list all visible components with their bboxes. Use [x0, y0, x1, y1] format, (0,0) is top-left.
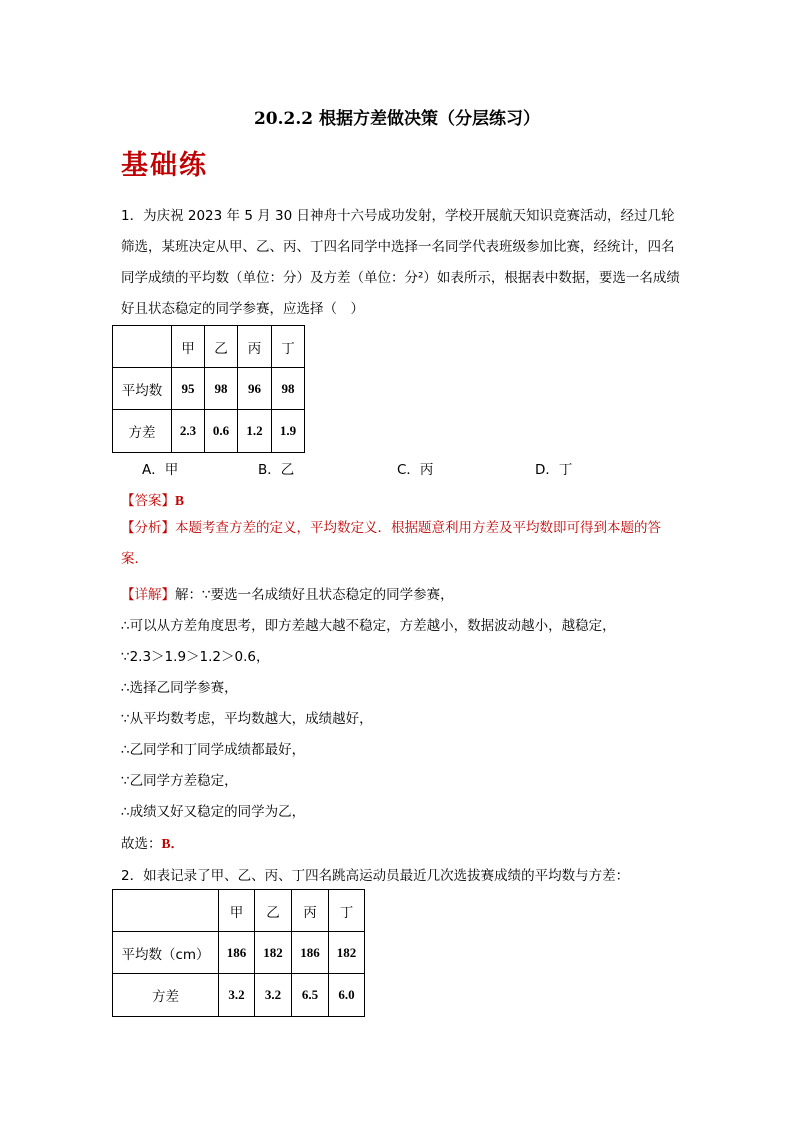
- table-header-cell: 乙: [255, 890, 292, 932]
- table-header-cell: 丁: [272, 326, 305, 368]
- detail-line: ∵乙同学方差稳定，: [121, 773, 238, 789]
- detail-line: ∴乙同学和丁同学成绩都最好，: [121, 742, 306, 758]
- detail-line: [121, 583, 454, 603]
- choose-value: B．: [161, 836, 185, 851]
- answer-tag: 【答案】: [121, 493, 175, 509]
- page-title: 20.2.2 根据方差做决策（分层练习）: [253, 109, 541, 129]
- detail-tag: 【详解】: [121, 587, 175, 603]
- analysis-text: 本题考查方差的定义，平均数定义．根据题意利用方差及平均数即可得到本题的答案．: [121, 520, 661, 567]
- detail-line: ∴选择乙同学参赛，: [121, 680, 238, 696]
- table-row: [113, 410, 305, 453]
- option-d: D．丁: [535, 462, 573, 478]
- q2-question-text: 2．如表记录了甲、乙、丙、丁四名跳高运动员最近几次选拔赛成绩的平均数与方差：: [121, 868, 630, 884]
- table-header-cell: 乙: [205, 326, 238, 368]
- table-cell: 1.9: [272, 410, 305, 453]
- answer-value: B: [175, 493, 185, 508]
- option-a: A．甲: [142, 462, 179, 478]
- table-cell: 186: [219, 932, 255, 974]
- table-cell: 98: [205, 368, 238, 410]
- row-label: 平均数: [113, 368, 172, 410]
- q1-question-text: 1．为庆祝 2023 年 5 月 30 日神舟十六号成功发射，学校开展航天知识竞赛活动，经过几轮筛选，某班决定从甲、乙、丙、丁四名同学中选择一名同学代表班级参加比赛，经统计，四名同学成绩的平均数（单位：分）及方差（单位：分²）如表所示，根据表中数据，要选一名成绩好且状态稳定的同学参赛，应选择（ ）: [121, 208, 680, 317]
- table-header-cell: 丁: [329, 890, 365, 932]
- table-header-cell: 丙: [238, 326, 272, 368]
- detail-line: ∴可以从方差角度思考，即方差越大越不稳定，方差越小，数据波动越小，越稳定，: [121, 618, 616, 634]
- q1-table: [112, 325, 305, 453]
- answer-line: [121, 489, 184, 509]
- choose-line: [121, 832, 184, 852]
- table-cell: 96: [238, 368, 272, 410]
- choose-prefix: 故选：: [121, 836, 162, 852]
- table-cell: 3.2: [255, 974, 292, 1017]
- table-row: [113, 368, 305, 410]
- table-cell: 1.2: [238, 410, 272, 453]
- detail-text: 解：∵要选一名成绩好且状态稳定的同学参赛，: [175, 587, 454, 603]
- analysis-tag: 【分析】: [121, 520, 175, 536]
- detail-line: ∴成绩又好又稳定的同学为乙，: [121, 804, 306, 820]
- table-cell: 3.2: [219, 974, 255, 1017]
- detail-line: ∵2.3＞1.9＞1.2＞0.6，: [121, 649, 270, 665]
- table-cell: 2.3: [172, 410, 205, 453]
- table-cell: 6.0: [329, 974, 365, 1017]
- table-cell: 182: [255, 932, 292, 974]
- row-label: 方差: [113, 410, 172, 453]
- table-header-row: [113, 326, 305, 368]
- table-row: [113, 974, 365, 1017]
- detail-line: ∵从平均数考虑，平均数越大，成绩越好，: [121, 711, 373, 727]
- row-label: 方差: [113, 974, 219, 1017]
- analysis-paragraph: [121, 513, 681, 575]
- row-label: 平均数（cm）: [113, 932, 219, 974]
- table-corner-cell: [113, 890, 219, 932]
- q2-table: [112, 889, 365, 1017]
- table-cell: 186: [292, 932, 329, 974]
- option-c: C．丙: [397, 462, 434, 478]
- table-header-cell: 甲: [172, 326, 205, 368]
- table-cell: 0.6: [205, 410, 238, 453]
- table-header-row: [113, 890, 365, 932]
- option-b: B．乙: [258, 462, 295, 478]
- table-cell: 95: [172, 368, 205, 410]
- table-row: [113, 932, 365, 974]
- table-header-cell: 甲: [219, 890, 255, 932]
- table-cell: 182: [329, 932, 365, 974]
- table-cell: 6.5: [292, 974, 329, 1017]
- table-header-cell: 丙: [292, 890, 329, 932]
- table-corner-cell: [113, 326, 172, 368]
- table-cell: 98: [272, 368, 305, 410]
- section-heading: 基础练: [121, 150, 208, 181]
